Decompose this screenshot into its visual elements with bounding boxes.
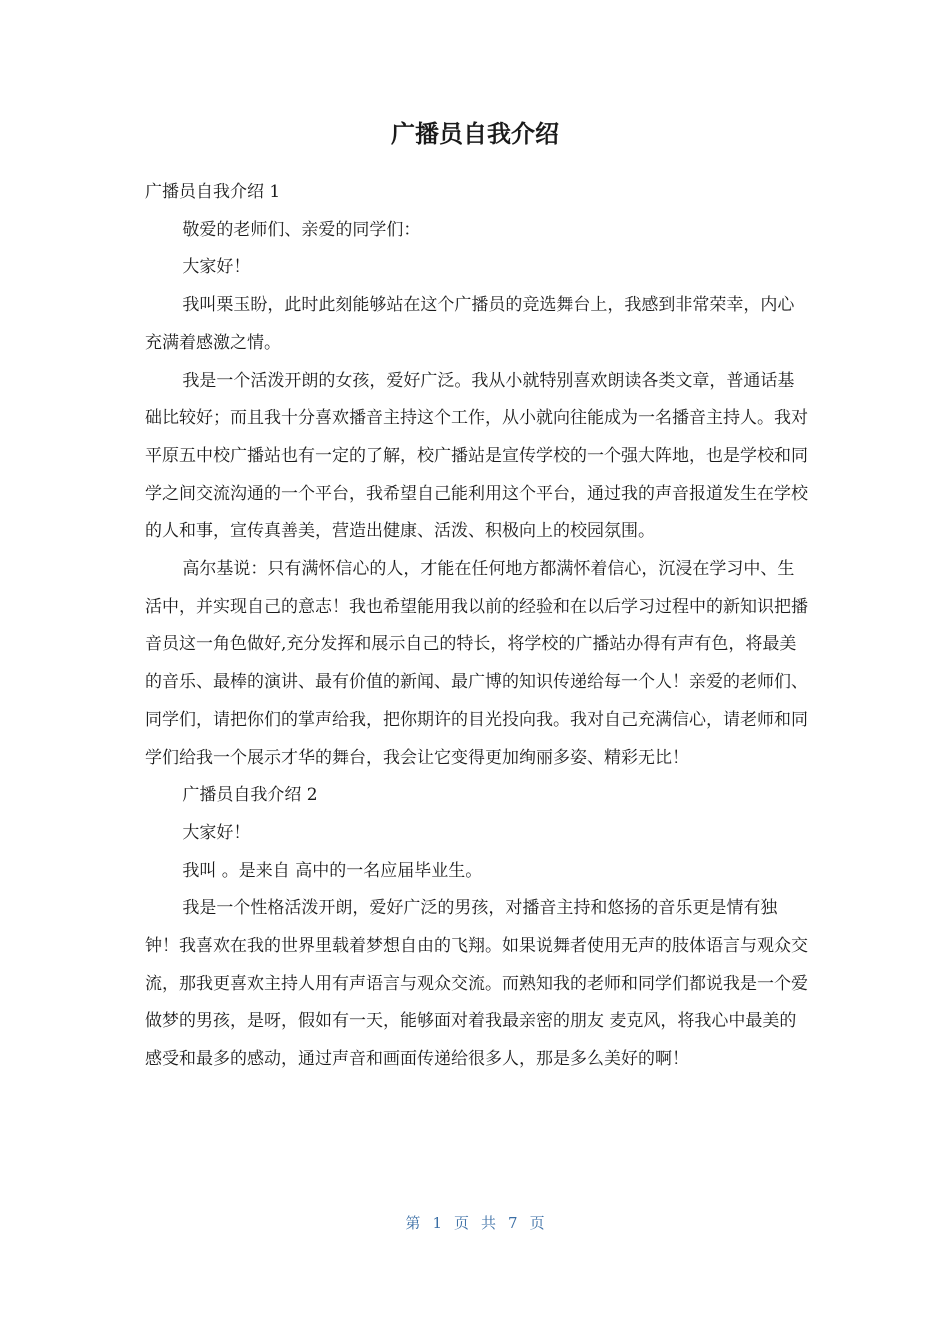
document-title: 广播员自我介绍 (391, 120, 559, 148)
greeting: 大家好！ (182, 822, 251, 843)
paragraph: 我叫 。是来自 高中的一名应届毕业生。 (182, 860, 483, 881)
document-body (145, 174, 810, 1079)
paragraph: 我是一个性格活泼开朗，爱好广泛的男孩，对播音主持和悠扬的音乐更是情有独钟！我喜欢在我的世界里载着梦想自由的飞翔。如果说舞者使用无声的肢体语言与观众交流，那我更喜欢主持人用有声语言与观众交流。而熟知我的老师和同学们都说我是一个爱做梦的男孩，是呀，假如有一天，能够面对着我最亲密的朋友 麦克风，将我心中最美的感受和最多的感动，通过声音和画面传递给很多人，那是多么美好的啊！ (145, 898, 808, 1070)
footer-page-label: 第 (405, 1214, 421, 1232)
salutation: 敬爱的老师们、亲爱的同学们： (182, 219, 421, 240)
footer-total-unit: 页 (529, 1214, 545, 1232)
page-number-footer (0, 1208, 950, 1238)
footer-current-page: 1 (432, 1214, 442, 1232)
greeting: 大家好！ (182, 257, 251, 278)
footer-total-pages: 7 (508, 1214, 518, 1232)
section-heading-2: 广播员自我介绍 2 (182, 785, 318, 806)
footer-total-label: 共 (481, 1214, 497, 1232)
paragraph: 我是一个活泼开朗的女孩，爱好广泛。我从小就特别喜欢朗读各类文章，普通话基础比较好；而且我十分喜欢播音主持这个工作，从小就向往能成为一名播音主持人。我对平原五中校广播站也有一定的了解，校广播站是宣传学校的一个强大阵地，也是学校和同学之间交流沟通的一个平台，我希望自己能利用这个平台，通过我的声音报道发生在学校的人和事，宣传真善美，营造出健康、活泼、积极向上的校园氛围。 (145, 370, 808, 542)
footer-page-unit: 页 (453, 1214, 469, 1232)
section-heading-1: 广播员自我介绍 1 (145, 182, 281, 202)
paragraph: 高尔基说：只有满怀信心的人，才能在任何地方都满怀着信心，沉浸在学习中、生活中，并实现自己的意志！我也希望能用我以前的经验和在以后学习过程中的新知识把播音员这一角色做好,充分发挥和展示自己的特长，将学校的广播站办得有声有色，将最美的音乐、最棒的演讲、最有价值的新闻、最广博的知识传递给每一个人！亲爱的老师们、同学们，请把你们的掌声给我，把你期许的目光投向我。我对自己充满信心，请老师和同学们给我一个展示才华的舞台，我会让它变得更加绚丽多姿、精彩无比！ (145, 559, 808, 768)
paragraph: 我叫栗玉盼，此时此刻能够站在这个广播员的竞选舞台上，我感到非常荣幸，内心充满着感激之情。 (145, 295, 795, 353)
